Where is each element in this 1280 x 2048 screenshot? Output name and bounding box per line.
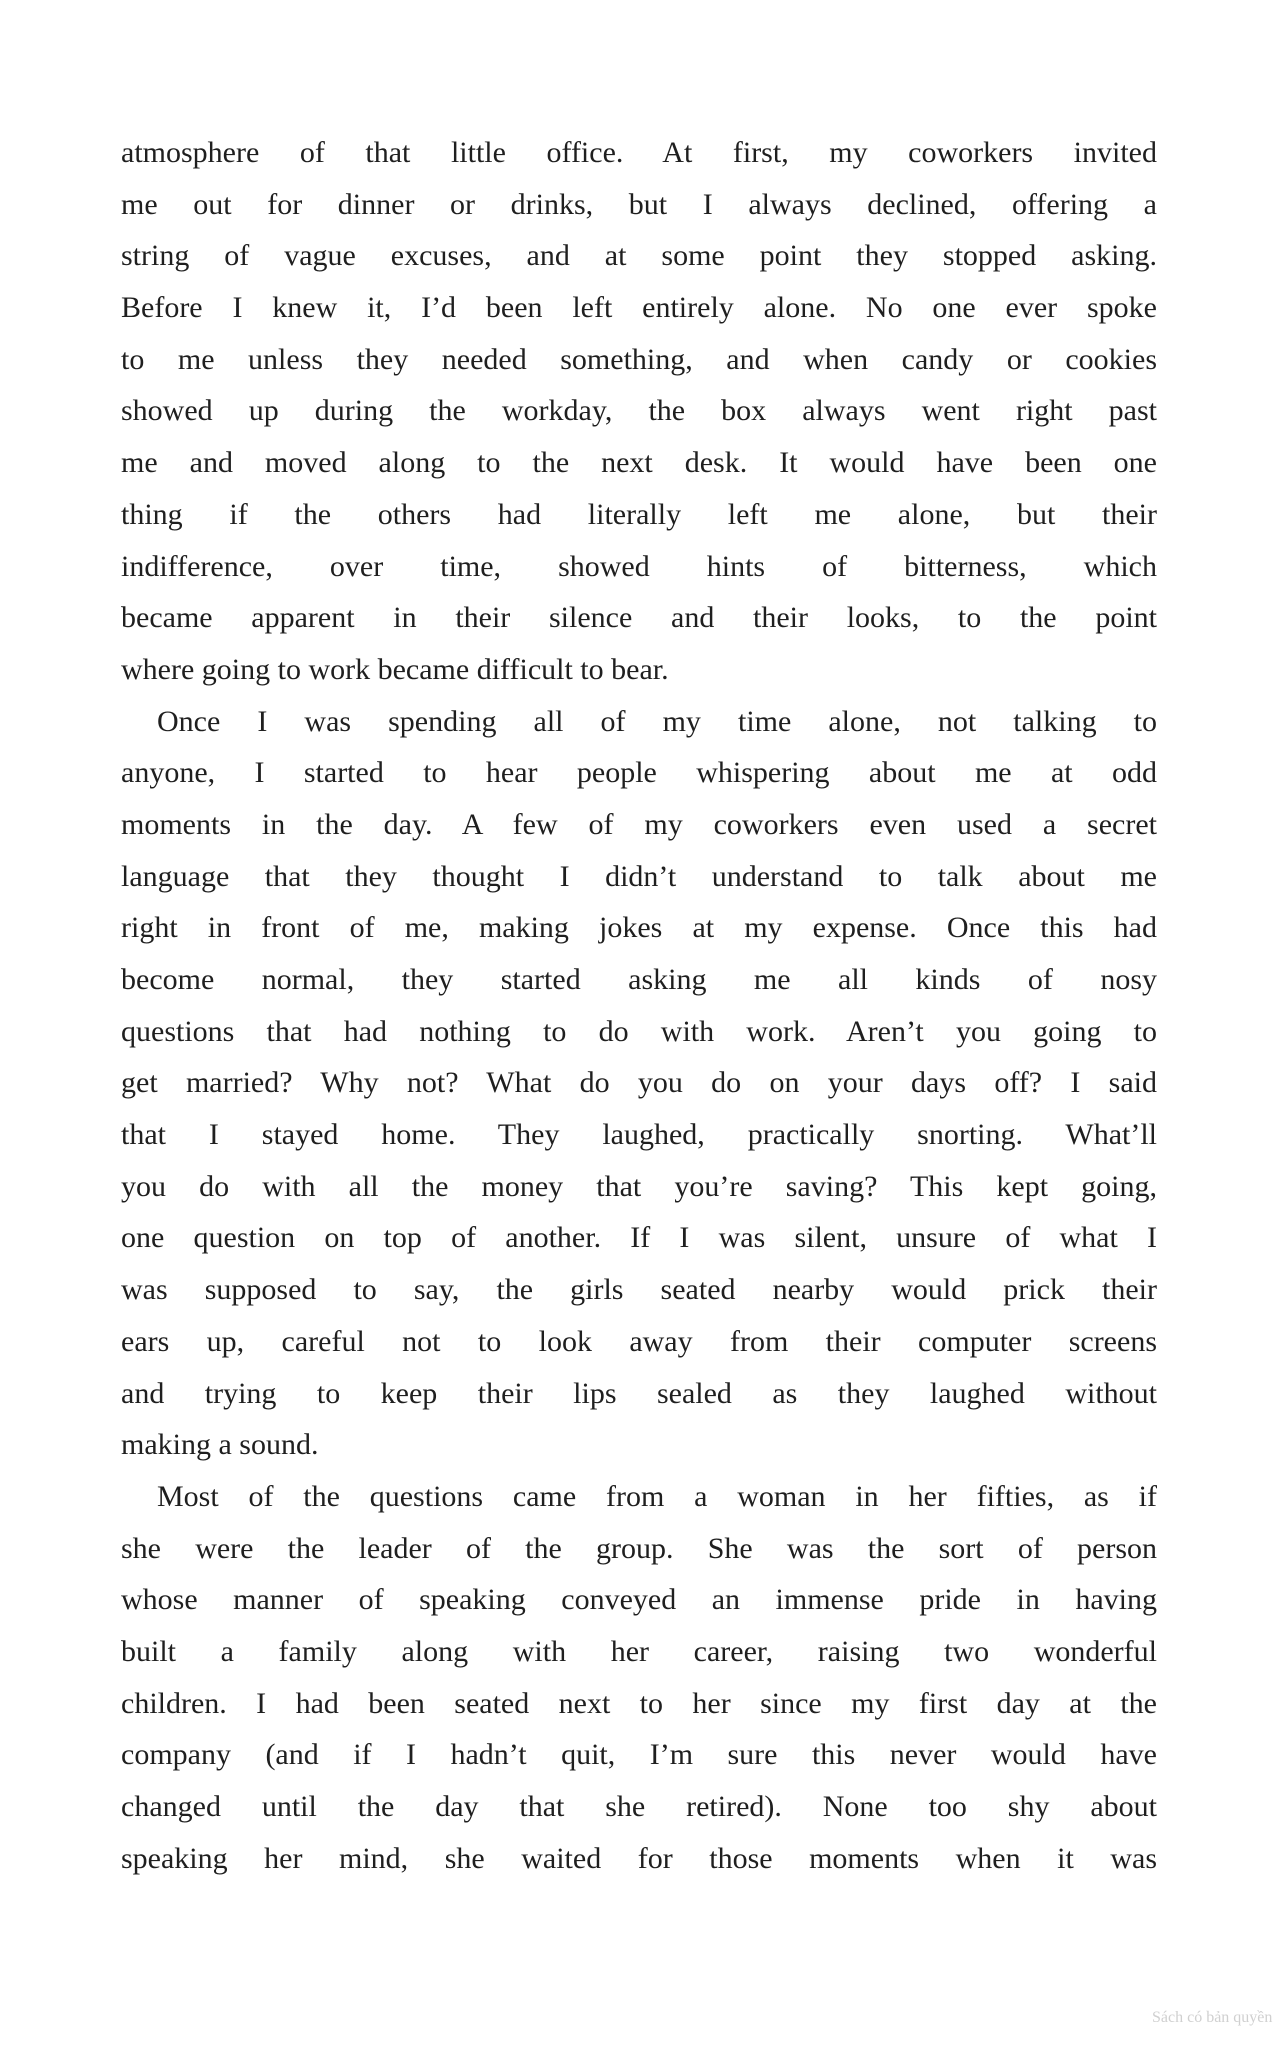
text-line: Once I was spending all of my time alone, not talking to — [157, 704, 1157, 738]
text-line: questions that had nothing to do with work. Aren’t you going to — [121, 1014, 1157, 1048]
text-line: and trying to keep their lips sealed as they laughed without — [121, 1376, 1157, 1410]
text-line: me out for dinner or drinks, but I always declined, offering a — [121, 187, 1157, 221]
text-line: changed until the day that she retired). None too shy about — [121, 1790, 1157, 1823]
text-line: one question on top of another. If I was silent, unsure of what I — [121, 1221, 1157, 1255]
text-line: get married? Why not? What do you do on your days off? I said — [121, 1066, 1157, 1100]
text-line: right in front of me, making jokes at my expense. Once this had — [121, 911, 1157, 945]
text-line: company (and if I hadn’t quit, I’m sure this never would have — [121, 1738, 1157, 1772]
text-line: built a family along with her career, raising two wonderful — [121, 1634, 1157, 1668]
text-line: language that they thought I didn’t understand to talk about me — [121, 859, 1157, 893]
text-line: speaking her mind, she waited for those moments when it was — [121, 1841, 1157, 1875]
text-line: whose manner of speaking conveyed an immense pride in having — [121, 1583, 1157, 1617]
text-line: thing if the others had literally left me alone, but their — [121, 497, 1157, 531]
text-line: Before I knew it, I’d been left entirely alone. No one ever spoke — [121, 291, 1157, 325]
text-line: children. I had been seated next to her since my first day at the — [121, 1686, 1157, 1720]
text-line: you do with all the money that you’re saving? This kept going, — [121, 1169, 1157, 1203]
text-block — [121, 127, 1157, 1884]
text-line: string of vague excuses, and at some point they stopped asking. — [121, 239, 1157, 273]
text-line: making a sound. — [121, 1428, 319, 1462]
text-line: moments in the day. A few of my coworkers even used a secret — [121, 807, 1157, 841]
text-line: that I stayed home. They laughed, practically snorting. What’ll — [121, 1118, 1157, 1152]
text-line: anyone, I started to hear people whispering about me at odd — [121, 756, 1157, 790]
text-line: indifference, over time, showed hints of bitterness, which — [121, 549, 1157, 583]
text-line: to me unless they needed something, and when candy or cookies — [121, 342, 1157, 376]
text-line: became apparent in their silence and their looks, to the point — [121, 601, 1157, 635]
watermark: Sách có bản quyền — [1152, 2009, 1273, 2026]
text-line: was supposed to say, the girls seated nearby would prick their — [121, 1273, 1157, 1307]
text-line: showed up during the workday, the box always went right past — [121, 394, 1157, 428]
text-line: atmosphere of that little office. At first, my coworkers invited — [121, 136, 1157, 169]
text-line: become normal, they started asking me all kinds of nosy — [121, 963, 1157, 996]
text-line: me and moved along to the next desk. It would have been one — [121, 446, 1157, 480]
text-line: she were the leader of the group. She was the sort of person — [121, 1531, 1157, 1565]
text-line: where going to work became difficult to bear. — [121, 652, 669, 686]
text-line: ears up, careful not to look away from their computer screens — [121, 1324, 1157, 1358]
text-line: Most of the questions came from a woman in her fifties, as if — [157, 1479, 1157, 1513]
